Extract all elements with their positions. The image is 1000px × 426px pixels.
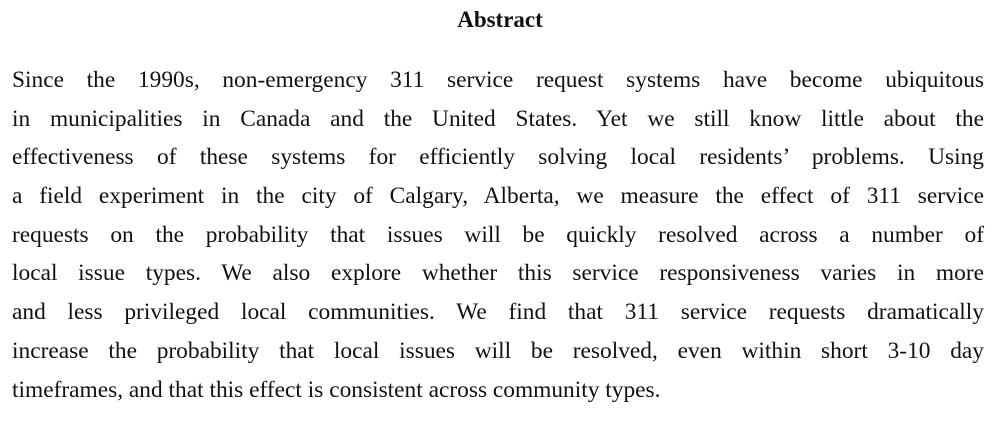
abstract-body	[12, 61, 984, 409]
abstract-heading: Abstract	[457, 7, 543, 32]
abstract-line: and less privileged local communities. We find that 311 service requests dramatically	[12, 299, 984, 326]
abstract-line: in municipalities in Canada and the United States. Yet we still know little about the	[12, 105, 984, 132]
abstract-line: local issue types. We also explore whether this service responsiveness varies in more	[12, 260, 984, 287]
abstract-line: Since the 1990s, non-emergency 311 service request systems have become ubiquitous	[12, 67, 984, 93]
abstract-line: requests on the probability that issues will be quickly resolved across a number of	[12, 221, 984, 248]
abstract-line: increase the probability that local issues will be resolved, even within short 3-10 day	[12, 337, 984, 364]
abstract-line: a field experiment in the city of Calgary, Alberta, we measure the effect of 311 service	[12, 183, 984, 210]
abstract-line: effectiveness of these systems for efficiently solving local residents’ problems. Using	[12, 144, 984, 171]
abstract-line: timeframes, and that this effect is consistent across community types.	[12, 376, 661, 403]
